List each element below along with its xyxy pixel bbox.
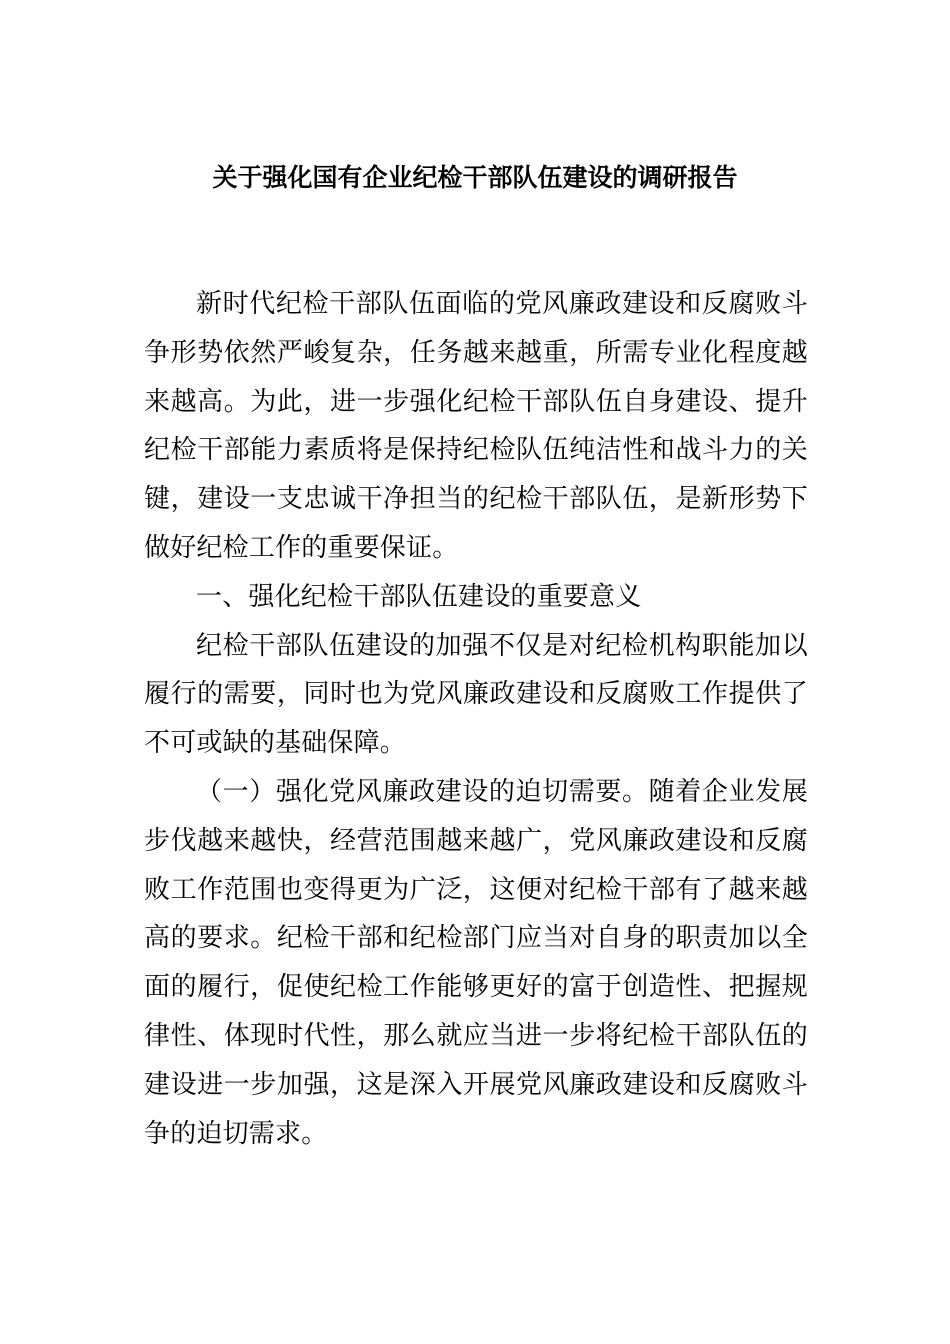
section-1-paragraph: 纪检干部队伍建设的加强不仅是对纪检机构职能加以履行的需要，同时也为党风廉政建设和反腐败工作提供了不可或缺的基础保障。 [144,630,808,759]
document-title: 关于强化国有企业纪检干部队伍建设的调研报告 [212,163,738,192]
section-heading-1: 一、强化纪检干部队伍建设的重要意义 [196,581,642,612]
intro-paragraph: 新时代纪检干部队伍面临的党风廉政建设和反腐败斗争形势依然严峻复杂，任务越来越重，所需专业化程度越来越高。为此，进一步强化纪检干部队伍自身建设、提升纪检干部能力素质将是保持纪检队伍纯洁性和战斗力的关键，建设一支忠诚干净担当的纪检干部队伍，是新形势下做好纪检工作的重要保证。 [144,289,808,563]
document-body [144,280,808,1158]
subsection-1-paragraph: （一）强化党风廉政建设的迫切需要。随着企业发展步伐越来越快，经营范围越来越广，党风廉政建设和反腐败工作范围也变得更为广泛，这便对纪检干部有了越来越高的要求。纪检干部和纪检部门应当对自身的职责加以全面的履行，促使纪检工作能够更好的富于创造性、把握规律性、体现时代性，那么就应当进一步将纪检干部队伍的建设进一步加强，这是深入开展党风廉政建设和反腐败斗争的迫切需求。 [144,776,808,1149]
